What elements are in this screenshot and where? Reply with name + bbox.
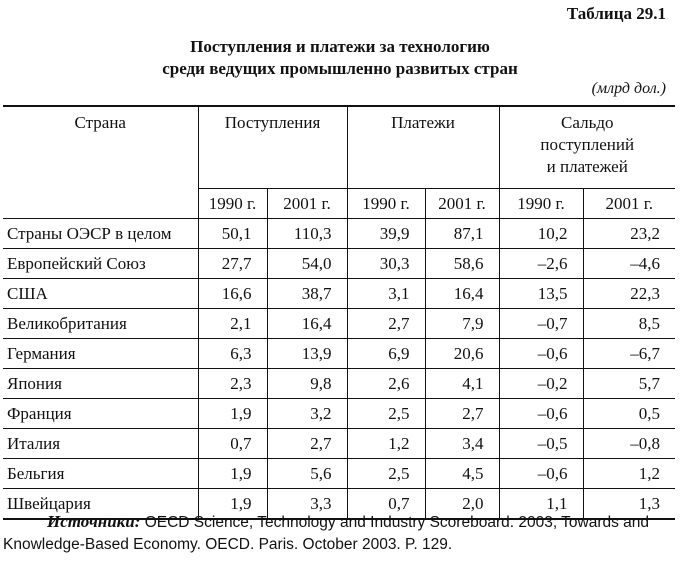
header-group-row <box>3 106 675 189</box>
value-cell: 5,6 <box>267 459 347 489</box>
source-note <box>3 511 675 556</box>
value-cell: 3,3 <box>267 489 347 520</box>
value-cell: 30,3 <box>347 249 425 279</box>
country-cell: Италия <box>3 429 198 459</box>
country-cell: Бельгия <box>3 459 198 489</box>
header-payments: Платежи <box>347 106 499 189</box>
table-row <box>3 429 675 459</box>
country-cell: Япония <box>3 369 198 399</box>
table-title-line-2: среди ведущих промышленно развитых стран <box>162 59 518 78</box>
table-row <box>3 249 675 279</box>
value-cell: 4,5 <box>425 459 499 489</box>
value-cell: 9,8 <box>267 369 347 399</box>
value-cell: –2,6 <box>499 249 583 279</box>
table-title-line-1: Поступления и платежи за технологию <box>190 37 490 56</box>
value-cell: 16,4 <box>267 309 347 339</box>
table-row <box>3 459 675 489</box>
header-year: 1990 г. <box>499 189 583 219</box>
value-cell: 22,3 <box>583 279 675 309</box>
header-balance-line-1: Сальдо <box>561 113 614 132</box>
value-cell: 20,6 <box>425 339 499 369</box>
value-cell: 2,7 <box>425 399 499 429</box>
table-row <box>3 279 675 309</box>
value-cell: 7,9 <box>425 309 499 339</box>
value-cell: –6,7 <box>583 339 675 369</box>
source-text: OECD Science, Technology and Industry Scoreboard. 2003; Towards and Knowledge-Based Economy. OECD. Paris. October 2003. P. 129. <box>3 514 650 553</box>
value-cell: 1,9 <box>198 399 267 429</box>
value-cell: 110,3 <box>267 219 347 249</box>
table-row <box>3 369 675 399</box>
value-cell: –0,2 <box>499 369 583 399</box>
value-cell: 3,2 <box>267 399 347 429</box>
value-cell: 2,1 <box>198 309 267 339</box>
value-cell: 13,5 <box>499 279 583 309</box>
value-cell: 39,9 <box>347 219 425 249</box>
value-cell: 87,1 <box>425 219 499 249</box>
value-cell: 2,5 <box>347 459 425 489</box>
value-cell: –0,8 <box>583 429 675 459</box>
value-cell: 1,2 <box>347 429 425 459</box>
value-cell: –0,6 <box>499 339 583 369</box>
units-note: (млрд дол.) <box>591 80 666 97</box>
country-cell: Франция <box>3 399 198 429</box>
value-cell: 0,5 <box>583 399 675 429</box>
header-balance-line-2: поступлений <box>540 135 635 154</box>
source-label: Источники: <box>47 512 141 531</box>
value-cell: 2,0 <box>425 489 499 520</box>
table-row <box>3 219 675 249</box>
value-cell: 3,4 <box>425 429 499 459</box>
value-cell: 1,9 <box>198 459 267 489</box>
header-year: 2001 г. <box>583 189 675 219</box>
value-cell: 1,2 <box>583 459 675 489</box>
value-cell: –4,6 <box>583 249 675 279</box>
value-cell: 10,2 <box>499 219 583 249</box>
country-cell: Германия <box>3 339 198 369</box>
country-cell: Европейский Союз <box>3 249 198 279</box>
value-cell: 2,7 <box>347 309 425 339</box>
value-cell: 27,7 <box>198 249 267 279</box>
value-cell: 54,0 <box>267 249 347 279</box>
value-cell: 6,9 <box>347 339 425 369</box>
header-country: Страна <box>3 106 198 219</box>
value-cell: 16,4 <box>425 279 499 309</box>
value-cell: 6,3 <box>198 339 267 369</box>
header-balance-line-3: и платежей <box>546 157 628 176</box>
country-cell: США <box>3 279 198 309</box>
value-cell: 2,3 <box>198 369 267 399</box>
value-cell: 58,6 <box>425 249 499 279</box>
table-row <box>3 309 675 339</box>
value-cell: 23,2 <box>583 219 675 249</box>
value-cell: 13,9 <box>267 339 347 369</box>
value-cell: 1,3 <box>583 489 675 520</box>
value-cell: 38,7 <box>267 279 347 309</box>
value-cell: 2,7 <box>267 429 347 459</box>
value-cell: 8,5 <box>583 309 675 339</box>
table-row <box>3 339 675 369</box>
value-cell: –0,7 <box>499 309 583 339</box>
value-cell: 2,6 <box>347 369 425 399</box>
value-cell: 0,7 <box>198 429 267 459</box>
header-year: 1990 г. <box>347 189 425 219</box>
value-cell: 1,9 <box>198 489 267 520</box>
header-receipts: Поступления <box>198 106 347 189</box>
value-cell: 4,1 <box>425 369 499 399</box>
header-year: 1990 г. <box>198 189 267 219</box>
value-cell: 50,1 <box>198 219 267 249</box>
value-cell: 3,1 <box>347 279 425 309</box>
value-cell: 16,6 <box>198 279 267 309</box>
header-year: 2001 г. <box>425 189 499 219</box>
country-cell: Швейцария <box>3 489 198 520</box>
data-table <box>3 105 675 520</box>
value-cell: 5,7 <box>583 369 675 399</box>
country-cell: Страны ОЭСР в целом <box>3 219 198 249</box>
table-number: Таблица 29.1 <box>566 4 666 23</box>
country-cell: Великобритания <box>3 309 198 339</box>
value-cell: 0,7 <box>347 489 425 520</box>
value-cell: 2,5 <box>347 399 425 429</box>
table-row <box>3 399 675 429</box>
value-cell: –0,6 <box>499 399 583 429</box>
value-cell: –0,5 <box>499 429 583 459</box>
header-balance <box>499 106 675 189</box>
value-cell: –0,6 <box>499 459 583 489</box>
value-cell: 1,1 <box>499 489 583 520</box>
header-year: 2001 г. <box>267 189 347 219</box>
